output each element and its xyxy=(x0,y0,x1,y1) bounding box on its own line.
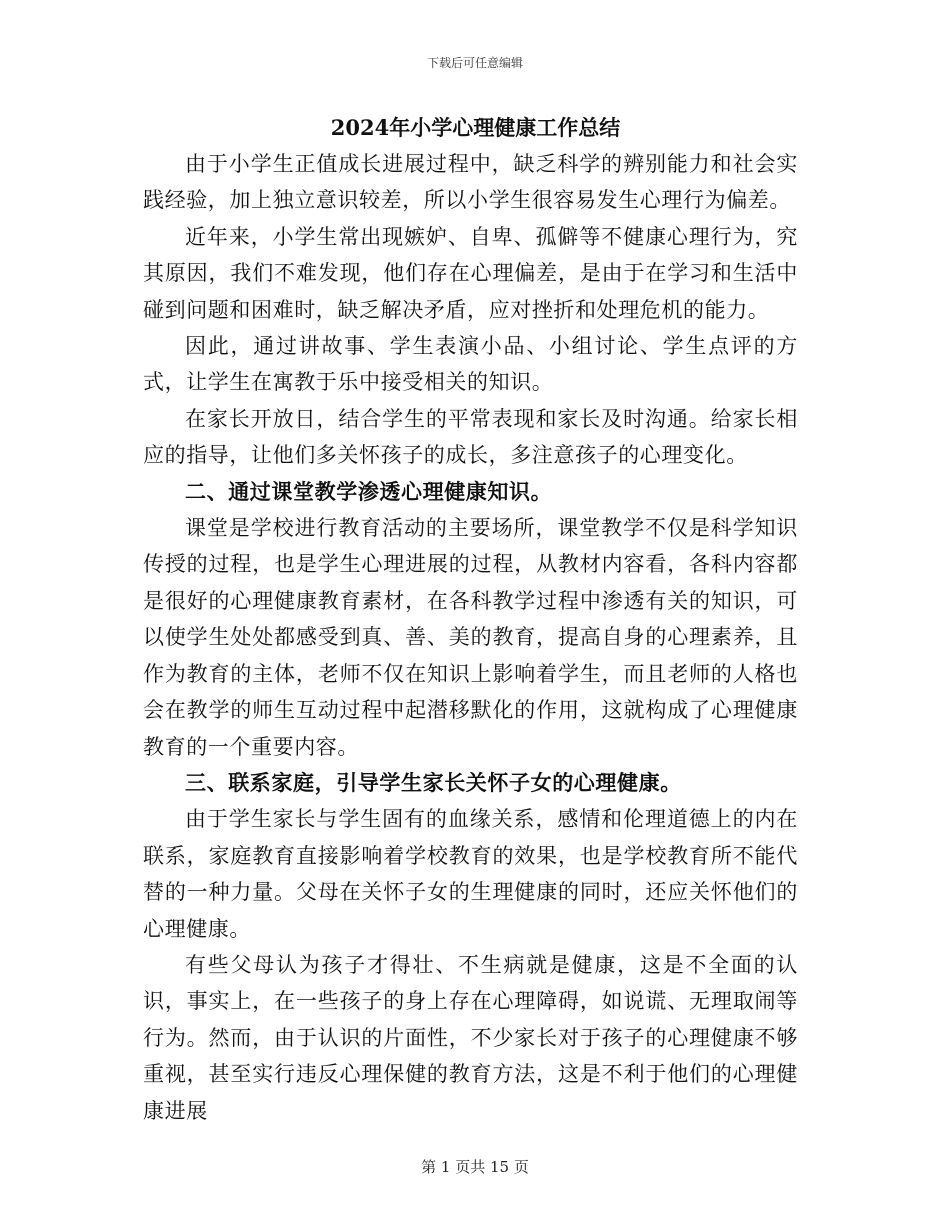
paragraph-methods: 因此，通过讲故事、学生表演小品、小组讨论、学生点评的方式，让学生在寓教于乐中接受相关的知识。 xyxy=(143,334,798,395)
section-heading-family: 三、联系家庭，引导学生家长关怀子女的心理健康。 xyxy=(185,769,682,795)
paragraph-intro: 由于小学生正值成长进展过程中，缺乏科学的辨别能力和社会实践经验，加上独立意识较差，所以小学生很容易发生心理行为偏差。 xyxy=(143,152,798,213)
section-heading-classroom: 二、通过课堂教学渗透心理健康知识。 xyxy=(185,478,553,504)
paragraph-classroom: 课堂是学校进行教育活动的主要场所，课堂教学不仅是科学知识传授的过程，也是学生心理进展的过程，从教材内容看，各科内容都是很好的心理健康教育素材，在各科教学过程中渗透有关的知识，可以使学生处处都感受到真、善、美的教育，提高自身的心理素养，且作为教育的主体，老师不仅在知识上影响着学生，而且老师的人格也会在教学的师生互动过程中起潜移默化的作用，这就构成了心理健康教育的一个重要内容。 xyxy=(143,516,798,759)
paragraph-causes: 近年来，小学生常出现嫉妒、自卑、孤僻等不健康心理行为，究其原因，我们不难发现，他们存在心理偏差，是由于在学习和生活中碰到问题和困难时，缺乏解决矛盾，应对挫折和处理危机的能力。 xyxy=(143,224,798,322)
paragraph-parents-day: 在家长开放日，结合学生的平常表现和家长及时沟通。给家长相应的指导，让他们多关怀孩子的成长，多注意孩子的心理变化。 xyxy=(143,406,798,468)
paragraph-parents-view: 有些父母认为孩子才得壮、不生病就是健康，这是不全面的认识，事实上，在一些孩子的身上存在心理障碍，如说谎、无理取闹等行为。然而，由于认识的片面性，不少家长对于孩子的心理健康不够重视，甚至实行违反心理保健的教育方法，这是不利于他们的心理健康进展 xyxy=(143,952,798,1123)
paragraph-family: 由于学生家长与学生固有的血缘关系，感情和伦理道德上的内在联系，家庭教育直接影响着学校教育的效果，也是学校教育所不能代替的一种力量。父母在关怀子女的生理健康的同时，还应关怀他们的心理健康。 xyxy=(143,807,798,941)
page-header-note: 下载后可任意编辑 xyxy=(426,56,523,70)
page-number: 第 1 页共 15 页 xyxy=(421,1158,529,1176)
document-title: 2024年小学心理健康工作总结 xyxy=(330,115,621,140)
document-body xyxy=(143,110,798,1129)
